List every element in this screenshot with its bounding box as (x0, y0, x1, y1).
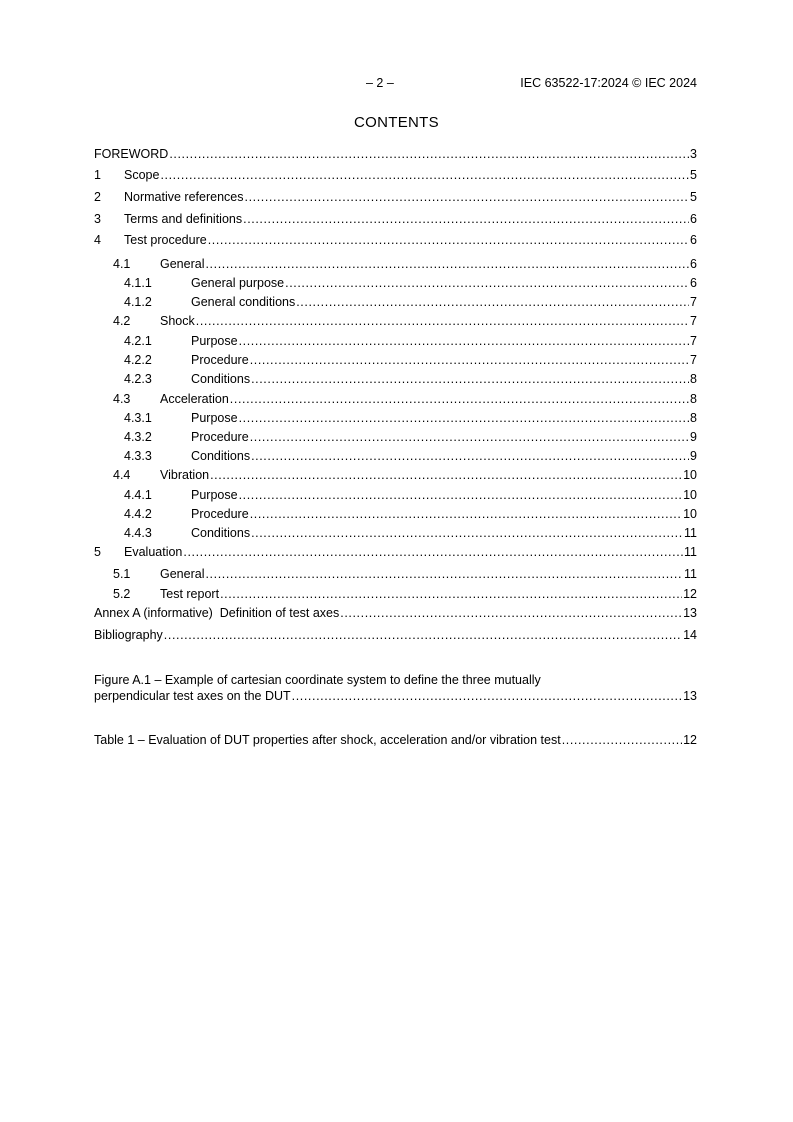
toc-leader-dots (292, 688, 682, 704)
toc-leader-dots (164, 627, 682, 643)
toc-entry-number: 4.2 (113, 314, 131, 328)
toc-entry-label: General (160, 257, 205, 271)
toc-leader-dots (285, 275, 689, 291)
toc-entry-3[interactable] (94, 211, 697, 227)
toc-entry-page: 6 (690, 233, 697, 247)
toc-entry-4-1-1[interactable] (94, 275, 697, 291)
toc-leader-dots (251, 448, 689, 464)
figure-entry-page: 13 (683, 689, 697, 703)
toc-entry-4-1[interactable] (94, 256, 697, 272)
toc-leader-dots (250, 506, 682, 522)
toc-entry-4[interactable] (94, 232, 697, 248)
toc-entry-page: 9 (690, 430, 697, 444)
toc-entry-2[interactable] (94, 189, 697, 205)
toc-entry-page: 10 (683, 507, 697, 521)
toc-entry-bibliography[interactable] (94, 627, 697, 643)
toc-entry-page: 10 (683, 488, 697, 502)
toc-entry-label: Terms and definitions (124, 212, 243, 226)
toc-leader-dots (205, 256, 689, 272)
toc-entry-page: 12 (683, 587, 697, 601)
toc-entry-label: General conditions (191, 295, 296, 309)
toc-entry-number: 4.4 (113, 468, 131, 482)
toc-entry-label: Purpose (191, 488, 238, 502)
toc-entry-label: Conditions (191, 526, 251, 540)
toc-entry-label: Test report (160, 587, 220, 601)
toc-entry-5[interactable] (94, 544, 697, 560)
table-entry-1[interactable] (94, 732, 697, 748)
toc-entry-label: Shock (160, 314, 195, 328)
toc-entry-page: 6 (690, 276, 697, 290)
toc-entry-number: 4.3.2 (124, 430, 152, 444)
toc-entry-page: 5 (690, 168, 697, 182)
toc-entry-number: 1 (94, 168, 101, 182)
toc-entry-4-2-1[interactable] (94, 333, 697, 349)
toc-entry-number: 4.3.3 (124, 449, 152, 463)
toc-entry-label: Procedure (191, 507, 249, 521)
toc-entry-page: 7 (690, 314, 697, 328)
toc-entry-page: 14 (683, 628, 697, 642)
toc-leader-dots (251, 525, 683, 541)
toc-entry-page: 9 (690, 449, 697, 463)
toc-entry-number: 5.2 (113, 587, 131, 601)
table-entry-page: 12 (683, 733, 697, 747)
toc-entry-number: 4 (94, 233, 101, 247)
figure-entry-a-1[interactable] (94, 688, 697, 704)
toc-entry-label: Vibration (160, 468, 210, 482)
toc-leader-dots (239, 410, 689, 426)
toc-leader-dots (160, 167, 689, 183)
toc-title: CONTENTS (354, 114, 439, 131)
figure-entry-label: perpendicular test axes on the DUT (94, 689, 291, 703)
toc-entry-number: 4.3.1 (124, 411, 152, 425)
toc-entry-page: 10 (683, 468, 697, 482)
toc-entry-page: 3 (690, 147, 697, 161)
toc-entry-label: Annex A (informative) Definition of test axes (94, 606, 340, 620)
toc-entry-page: 6 (690, 257, 697, 271)
toc-leader-dots (230, 391, 689, 407)
toc-entry-number: 4.4.2 (124, 507, 152, 521)
toc-entry-annex-a[interactable] (94, 605, 697, 621)
toc-entry-4-3-3[interactable] (94, 448, 697, 464)
toc-entry-number: 2 (94, 190, 101, 204)
toc-entry-page: 7 (690, 295, 697, 309)
toc-entry-4-2-3[interactable] (94, 371, 697, 387)
toc-entry-page: 7 (690, 353, 697, 367)
toc-entry-number: 4.2.1 (124, 334, 152, 348)
toc-entry-label: Conditions (191, 449, 251, 463)
toc-entry-number: 3 (94, 212, 101, 226)
toc-entry-number: 4.4.3 (124, 526, 152, 540)
toc-entry-label: Procedure (191, 353, 249, 367)
figure-entry-line-1[interactable]: Figure A.1 – Example of cartesian coordinate system to define the three mutually (94, 673, 541, 687)
toc-entry-number: 4.1.1 (124, 276, 152, 290)
toc-leader-dots (239, 487, 683, 503)
toc-leader-dots (243, 211, 689, 227)
toc-entry-4-4[interactable] (94, 467, 697, 483)
toc-entry-4-4-3[interactable] (94, 525, 697, 541)
toc-entry-page: 5 (690, 190, 697, 204)
toc-entry-label: General purpose (191, 276, 285, 290)
toc-entry-4-4-1[interactable] (94, 487, 697, 503)
toc-entry-4-2[interactable] (94, 313, 697, 329)
toc-leader-dots (250, 429, 689, 445)
toc-entry-label: Scope (124, 168, 160, 182)
toc-leader-dots (340, 605, 682, 621)
document-reference: IEC 63522-17:2024 © IEC 2024 (520, 76, 697, 90)
toc-entry-4-1-2[interactable] (94, 294, 697, 310)
toc-entry-4-2-2[interactable] (94, 352, 697, 368)
toc-entry-4-4-2[interactable] (94, 506, 697, 522)
toc-entry-label: Test procedure (124, 233, 207, 247)
toc-entry-label: General (160, 567, 205, 581)
toc-entry-1[interactable] (94, 167, 697, 183)
toc-entry-page: 8 (690, 372, 697, 386)
toc-leader-dots (210, 467, 682, 483)
toc-entry-number: 5.1 (113, 567, 131, 581)
toc-leader-dots (183, 544, 683, 560)
toc-entry-number: 4.1 (113, 257, 131, 271)
page-header (94, 76, 697, 92)
toc-entry-4-3-2[interactable] (94, 429, 697, 445)
toc-entry-5-2[interactable] (94, 586, 697, 602)
toc-entry-label: FOREWORD (94, 147, 169, 161)
toc-entry-page: 8 (690, 392, 697, 406)
toc-entry-label: Evaluation (124, 545, 183, 559)
toc-leader-dots (205, 566, 683, 582)
toc-entry-number: 4.3 (113, 392, 131, 406)
toc-entry-label: Bibliography (94, 628, 163, 642)
toc-entry-label: Procedure (191, 430, 249, 444)
toc-entry-label: Purpose (191, 334, 238, 348)
toc-leader-dots (251, 371, 689, 387)
toc-entry-number: 4.2.2 (124, 353, 152, 367)
toc-entry-label: Acceleration (160, 392, 229, 406)
toc-entry-label: Purpose (191, 411, 238, 425)
toc-entry-number: 4.4.1 (124, 488, 152, 502)
toc-entry-label: Normative references (124, 190, 244, 204)
page-number: – 2 – (366, 76, 394, 90)
toc-entry-number: 4.1.2 (124, 295, 152, 309)
toc-leader-dots (196, 313, 689, 329)
toc-entry-page: 13 (683, 606, 697, 620)
toc-leader-dots (245, 189, 690, 205)
toc-leader-dots (296, 294, 689, 310)
toc-entry-foreword[interactable] (94, 146, 697, 162)
toc-entry-page: 11 (684, 567, 697, 581)
toc-entry-label: Conditions (191, 372, 251, 386)
toc-entry-page: 11 (684, 545, 697, 559)
toc-entry-5-1[interactable] (94, 566, 697, 582)
toc-leader-dots (220, 586, 682, 602)
toc-entry-page: 7 (690, 334, 697, 348)
toc-leader-dots (239, 333, 689, 349)
toc-leader-dots (250, 352, 689, 368)
toc-entry-number: 4.2.3 (124, 372, 152, 386)
toc-entry-page: 6 (690, 212, 697, 226)
toc-entry-page: 11 (684, 526, 697, 540)
toc-leader-dots (208, 232, 689, 248)
table-entry-label: Table 1 – Evaluation of DUT properties after shock, acceleration and/or vibration test (94, 733, 561, 747)
toc-entry-4-3-1[interactable] (94, 410, 697, 426)
toc-leader-dots (562, 732, 682, 748)
toc-entry-number: 5 (94, 545, 101, 559)
toc-entry-4-3[interactable] (94, 391, 697, 407)
toc-leader-dots (169, 146, 689, 162)
toc-entry-page: 8 (690, 411, 697, 425)
